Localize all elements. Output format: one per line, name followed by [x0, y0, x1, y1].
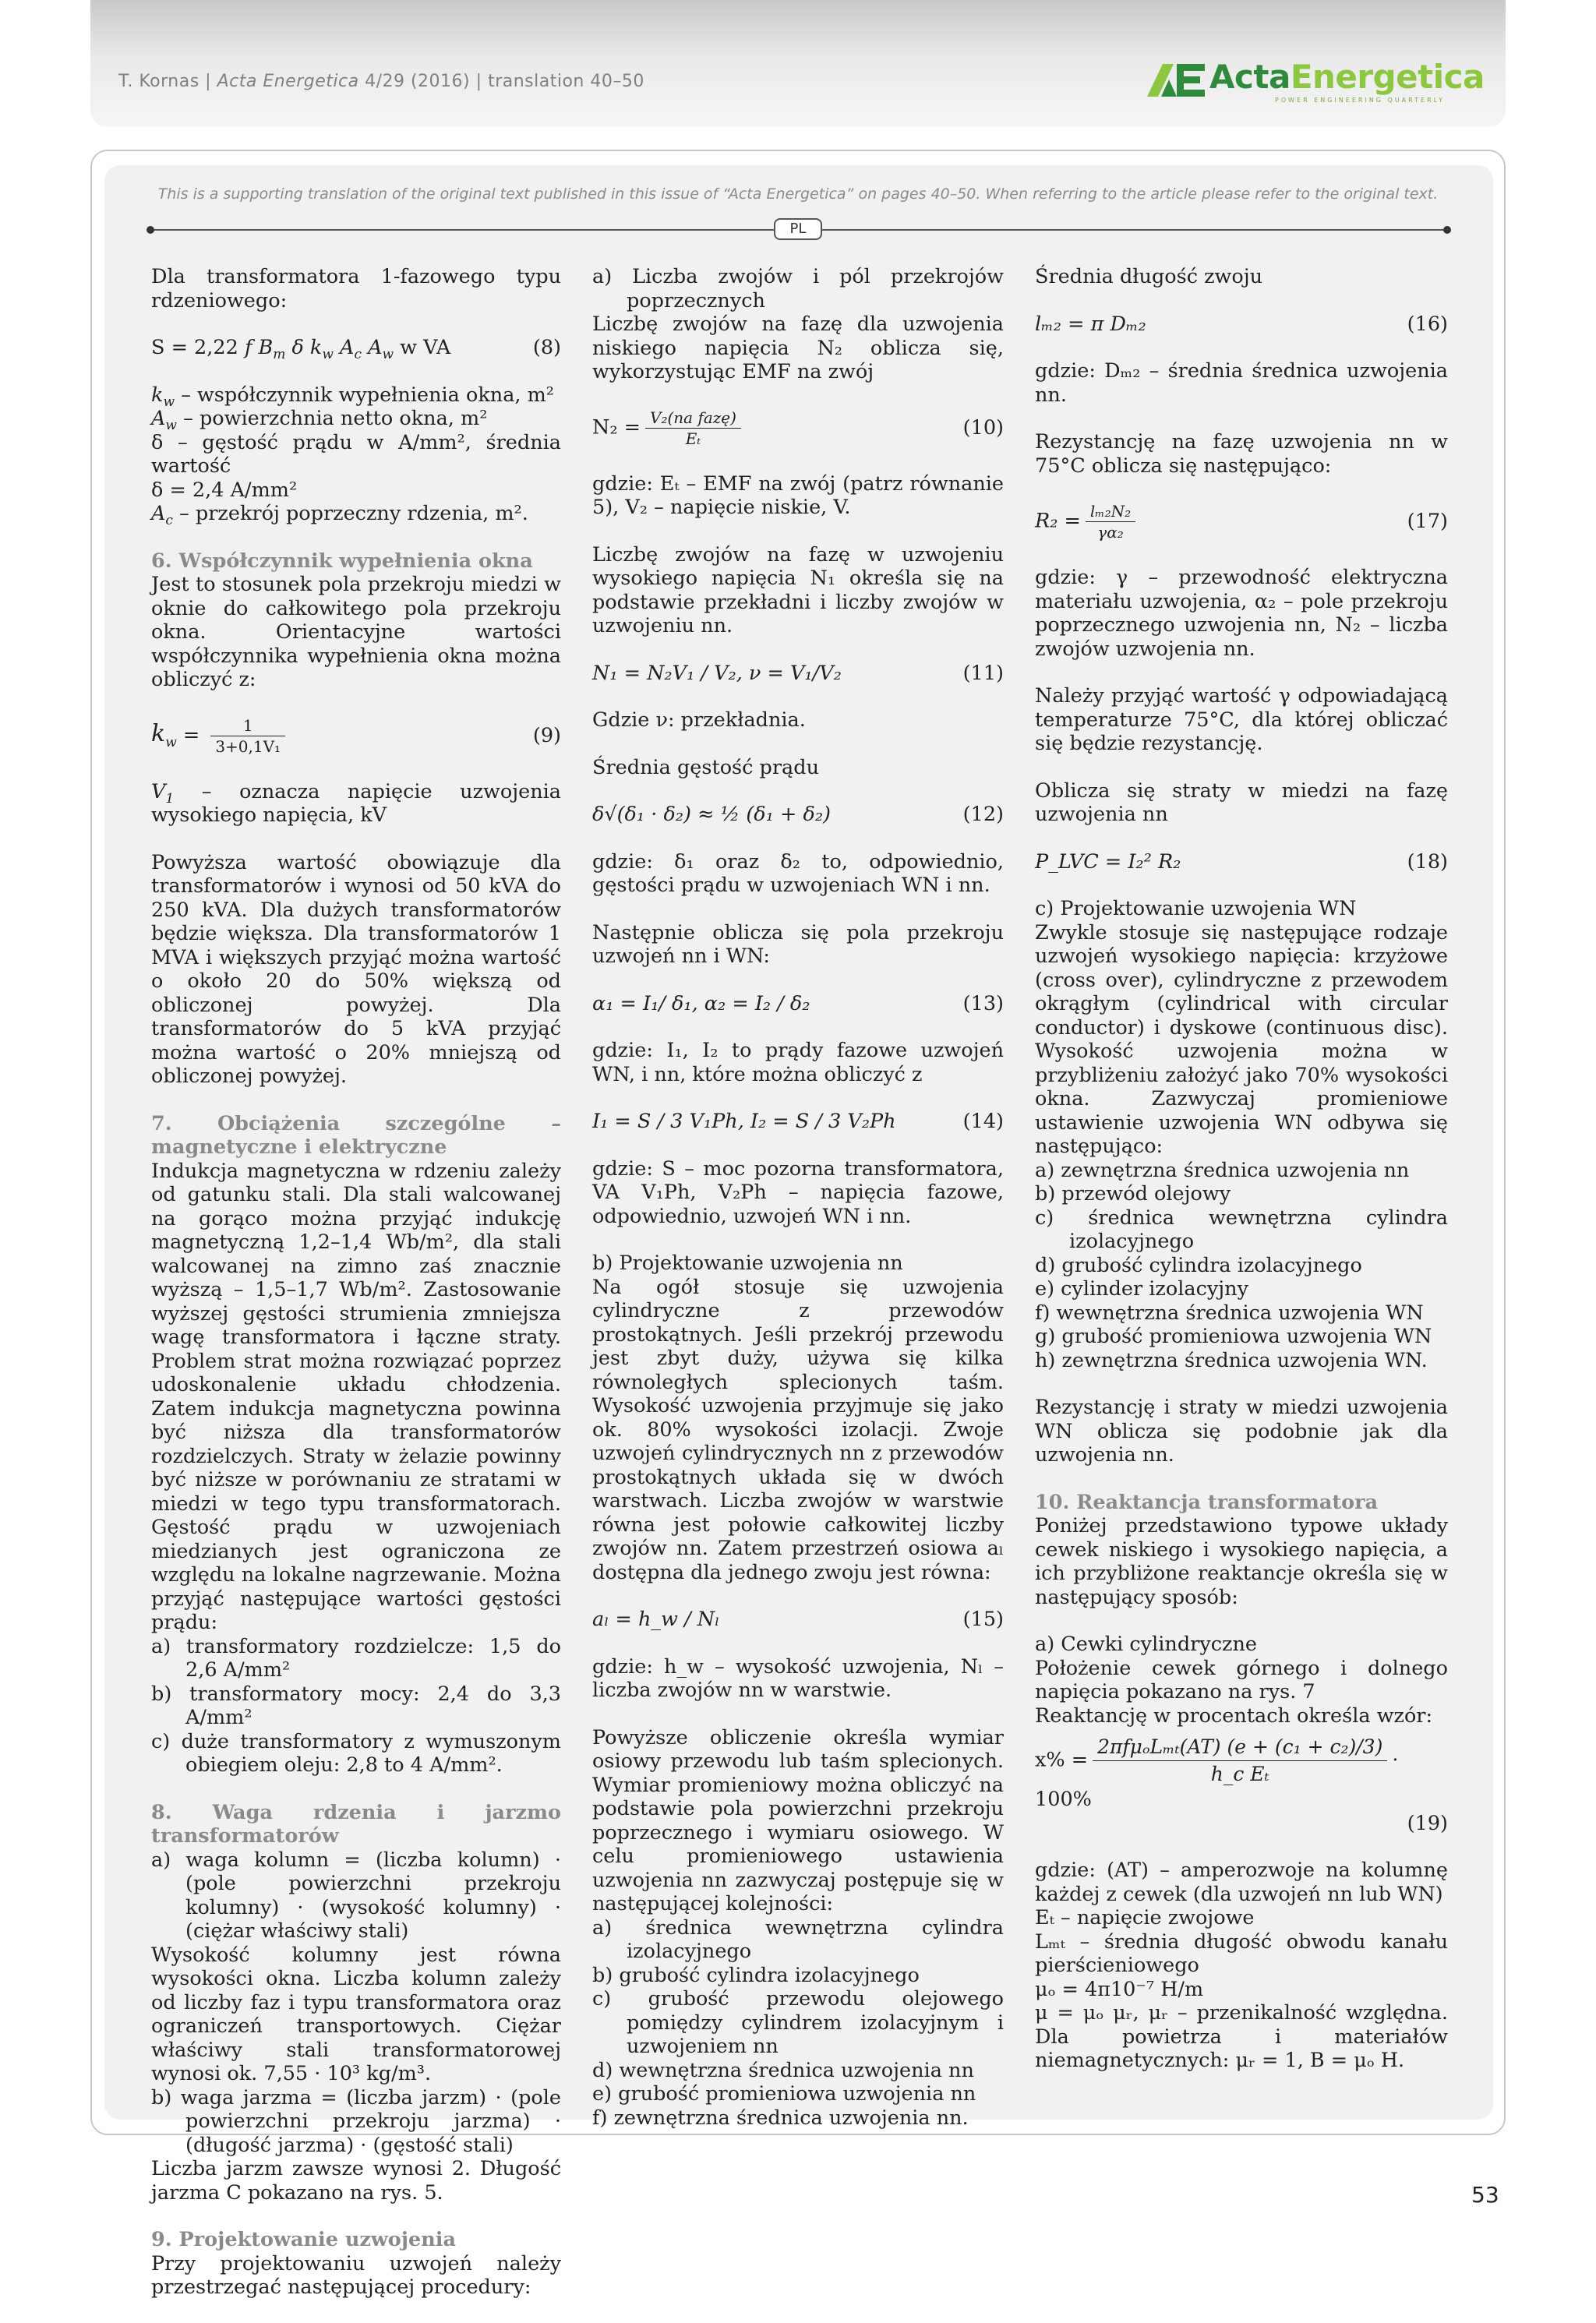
list-item: c) średnica wewnętrzna cylindra izolacyjnego — [1035, 1206, 1448, 1253]
section-heading: 9. Projektowanie uzwojenia — [151, 2228, 457, 2251]
logo-ae-icon — [1146, 62, 1206, 98]
equation-number: (17) — [1407, 510, 1448, 534]
section-heading: 8. Waga rdzenia i jarzmo transformatorów — [151, 1800, 561, 1848]
equation-number: (10) — [962, 415, 1004, 440]
paragraph: Powyższe obliczenie określa wymiar osiowy przewodu lub taśm splecionych. Wymiar promieniowy można obliczyć na podstawie pola powierzchni przekroju poprzecznego i wymiaru osiowego. W celu promieniowego ustawienia uzwojenia nn zazwyczaj postępuje się w następującej kolejności: — [592, 1725, 1004, 1915]
paragraph: Poniżej przedstawiono typowe układy cewek niskiego i wysokiego napięcia, a ich przybliżone reaktancje określa się w następujący sposób: — [1035, 1514, 1448, 1609]
separator: | — [475, 72, 482, 91]
equation-14: I₁ = S / 3 V₁Ph, I₂ = S / 3 V₂Ph (14) — [592, 1110, 1004, 1133]
equation-number: (9) — [532, 723, 561, 747]
running-head — [118, 72, 644, 91]
list-item: b) Projektowanie uzwojenia nn — [592, 1252, 903, 1275]
paragraph: Rezystancję i straty w miedzi uzwojenia WN oblicza się podobnie jak dla uzwojenia nn. — [1035, 1396, 1448, 1467]
list-item: d) wewnętrzna średnica uzwojenia nn — [592, 2058, 974, 2082]
section-heading: 6. Współczynnik wypełnienia okna — [151, 549, 533, 573]
list-item: c) Projektowanie uzwojenia WN — [1035, 897, 1357, 920]
translation-notice: This is a supporting translation of the original text published in this issue of “Acta Energetica” on pages 40–50. When referring to the article please refer to the original text. — [157, 185, 1439, 203]
equation-number: (8) — [532, 336, 561, 359]
paragraph: gdzie: Dₘ₂ – średnia średnica uzwojenia nn. — [1035, 359, 1448, 407]
paragraph: Następnie oblicza się pola przekroju uzwojeń nn i WN: — [592, 920, 1004, 968]
section-heading: 10. Reaktancja transformatora — [1035, 1490, 1379, 1514]
equation-10: N₂ = $\frac{\text{V₂(na fazę)}}{\text{Eₜ}}$ (10) — [592, 408, 1004, 448]
paragraph: Jest to stosunek pola przekroju miedzi w oknie do całkowitego pola przekroju okna. Orientacyjne wartości współczynnika wypełnienia okna można obliczyć z: — [151, 573, 561, 691]
list-item: b) grubość cylindra izolacyjnego — [592, 1963, 920, 1987]
author: T. Kornas — [118, 72, 200, 91]
list-item: b) transformatory mocy: 2,4 do 3,3 A/mm² — [151, 1682, 561, 1729]
list-item: f) wewnętrzna średnica uzwojenia WN — [1035, 1301, 1424, 1325]
paragraph: gdzie: (AT) – amperozwoje na kolumnę każdej z cewek (dla uzwojeń nn lub WN) — [1035, 1859, 1448, 1906]
section-heading: 7. Obciążenia szczególne – magnetyczne i elektryczne — [151, 1111, 561, 1159]
list-item: a) Cewki cylindryczne — [1035, 1633, 1257, 1656]
equation-number: (15) — [962, 1608, 1004, 1631]
paragraph: Lₘₜ – średnia długość obwodu kanału pierścieniowego — [1035, 1929, 1448, 1977]
separator: | — [205, 72, 212, 91]
paragraph: Eₜ – napięcie zwojowe — [1035, 1906, 1255, 1929]
list-item: a) waga kolumn = (liczba kolumn) · (pole powierzchni przekroju kolumny) · (wysokość kolumny) · (ciężar właściwy stali) — [151, 1848, 561, 1943]
paragraph: Zwykle stosuje się następujące rodzaje uzwojeń wysokiego napięcia: krzyżowe (cross over), cylindryczne z przewodem okrągłym (cylindrical with circular conductor) i dyskowe (continuous disc). Wysokość uzwojenia można w przybliżeniu założyć jako 70% wysokości okna. Zazwyczaj promieniowe ustawienie uzwojenia WN odbywa się następująco: — [1035, 920, 1448, 1158]
paragraph: gdzie: Eₜ – EMF na zwój (patrz równanie 5), V₂ – napięcie niskie, V. — [592, 471, 1004, 519]
paragraph: Oblicza się straty w miedzi na fazę uzwojenia nn — [1035, 778, 1448, 826]
list-item: e) cylinder izolacyjny — [1035, 1277, 1249, 1301]
logo-subtitle: POWER ENGINEERING QUARTERLY — [1275, 97, 1445, 104]
paragraph: Rezystancję na fazę uzwojenia nn w 75°C oblicza się następująco: — [1035, 430, 1448, 478]
paragraph: Średnia gęstość prądu — [592, 755, 819, 779]
equation-number: (11) — [962, 661, 1004, 685]
definition: $A_w$ – powierzchnia netto okna, m² — [151, 407, 488, 434]
definition: $A_c$ – przekrój poprzeczny rdzenia, m². — [151, 502, 528, 529]
paragraph: Liczbę zwojów na fazę w uzwojeniu wysokiego napięcia N₁ określa się na podstawie przekładni i liczby zwojów w uzwojeniu nn. — [592, 542, 1004, 637]
column-2 — [592, 265, 1004, 2130]
pages: translation 40–50 — [488, 72, 644, 91]
equation-16: lₘ₂ = π Dₘ₂ (16) — [1035, 312, 1448, 336]
paragraph: μₒ = 4π10⁻⁷ H/m — [1035, 1977, 1204, 2001]
paragraph: Gdzie ν: przekładnia. — [592, 708, 806, 732]
issue: 4/29 (2016) — [365, 72, 471, 91]
list-item: h) zewnętrzna średnica uzwojenia WN. — [1035, 1348, 1428, 1372]
rule-dot-left — [147, 226, 154, 234]
equation-number: (13) — [962, 991, 1004, 1015]
paragraph: gdzie: δ₁ oraz δ₂ to, odpowiednio, gęstości prądu w uzwojeniach WN i nn. — [592, 849, 1004, 897]
equation-11: N₁ = N₂V₁ / V₂, ν = V₁/V₂ (11) — [592, 661, 1004, 685]
definition: $k_w$ – współczynnik wypełnienia okna, m² — [151, 383, 555, 410]
paragraph: gdzie: h_w – wysokość uzwojenia, Nₗ – liczba zwojów nn w warstwie. — [592, 1654, 1004, 1702]
paragraph: Reaktancję w procentach określa wzór: — [1035, 1703, 1433, 1728]
paragraph: gdzie: S – moc pozorna transformatora, VA V₁Ph, V₂Ph – napięcia fazowe, odpowiednio, uzwojeń WN i nn. — [592, 1156, 1004, 1228]
equation-8: S = 2,22 f $B_m$ δ $k_w$ $A_c$ $A_w$ w VA (8) — [151, 336, 561, 363]
paragraph: μ = μₒ μᵣ, μᵣ – przenikalność względna. Dla powietrza i materiałów niemagnetycznych: μᵣ = 1, B = μₒ H. — [1035, 2001, 1448, 2072]
paragraph: Przy projektowaniu uzwojeń należy przestrzegać następującej procedury: — [151, 2251, 561, 2299]
equation-18: P_LVC = I₂² R₂ (18) — [1035, 849, 1448, 874]
paragraph: Wysokość kolumny jest równa wysokości okna. Liczba kolumn zależy od liczby faz i typu transformatora oraz ograniczeń transportowych. Ciężar właściwy stali transformatorowej wynosi ok. 7,55 · 10³ kg/m³. — [151, 1943, 561, 2085]
list-item: e) grubość promieniowa uzwojenia nn — [592, 2082, 976, 2106]
list-item: b) przewód olejowy — [1035, 1182, 1231, 1206]
paragraph: Indukcja magnetyczna w rdzeniu zależy od gatunku stali. Dla stali walcowanej na gorąco można przyjąć indukcję magnetyczną 1,2–1,4 Wb/m², dla stali walcowanej na zimno zaś znacznie wyższą – 1,5–1,7 Wb/m². Zastosowanie wyższej gęstości strumienia zmniejsza wagę transformatora i łączne straty. Problem strat można rozwiązać poprzez udoskonalenie układu chłodzenia. Zatem indukcja magnetyczna powinna być niższa dla transformatorów rozdzielczych. Straty w żelazie powinny być niższe w porównaniu ze stratami w miedzi w tego typu transformatorach. Gęstość prądu w uzwojeniach miedzianych jest ograniczona ze względu na lokalne nagrzewanie. Można przyjąć następujące wartości gęstości prądu: — [151, 1159, 561, 1634]
equation-number: (16) — [1407, 312, 1448, 336]
equation-13: α₁ = I₁/ δ₁, α₂ = I₂ / δ₂ (13) — [592, 991, 1004, 1015]
list-item: f) zewnętrzna średnica uzwojenia nn. — [592, 2106, 969, 2130]
list-item: g) grubość promieniowa uzwojenia WN — [1035, 1325, 1432, 1348]
list-item: a) transformatory rozdzielcze: 1,5 do 2,6 A/mm² — [151, 1634, 561, 1682]
equation-number: (19) — [1407, 1811, 1448, 1835]
logo-wordmark: ActaEnergetica — [1209, 58, 1485, 96]
equation-17: R₂ = $\frac{\text{lₘ₂N₂}}{\text{γα₂}}$ (17) — [1035, 502, 1448, 542]
paragraph: Dla transformatora 1-fazowego typu rdzeniowego: — [151, 265, 561, 312]
list-item: c) duże transformatory z wymuszonym obiegiem oleju: 2,8 to 4 A/mm². — [151, 1729, 561, 1777]
definition: δ – gęstość prądu w A/mm², średnia wartość — [151, 430, 561, 478]
list-item: b) waga jarzma = (liczba jarzm) · (pole powierzchni przekroju jarzma) · (długość jarzma) · (gęstość stali) — [151, 2085, 561, 2157]
equation-19: x% = $\frac{\text{2πfμₒLₘₜ(AT) (e + (c₁ + c₂)/3)}}{\text{h\_c Eₜ}}$ · 100% — [1035, 1735, 1399, 1811]
paragraph: gdzie: γ – przewodność elektryczna materiału uzwojenia, α₂ – pole przekroju poprzecznego uzwojenia nn, N₂ – liczba zwojów uzwojenia nn. — [1035, 566, 1448, 661]
list-item: a) Liczba zwojów i pól przekrojów poprzecznych — [592, 265, 1004, 312]
journal-logo — [1146, 58, 1485, 104]
page-header — [90, 0, 1506, 127]
equation-9: $k_w$ = $\frac{1}{\text{3+0,1V₁}}$ (9) — [151, 715, 561, 756]
equation-number: (14) — [962, 1110, 1004, 1133]
list-item: d) grubość cylindra izolacyjnego — [1035, 1253, 1362, 1277]
page-number: 53 — [1471, 2182, 1499, 2208]
paragraph: Należy przyjąć wartość γ odpowiadającą temperaturze 75°C, dla której obliczać się będzie rezystancję. — [1035, 684, 1448, 755]
equation-number: (18) — [1407, 849, 1448, 874]
paragraph: Średnia długość zwoju — [1035, 265, 1263, 288]
paragraph: gdzie: I₁, I₂ to prądy fazowe uzwojeń WN, i nn, które można obliczyć z — [592, 1039, 1004, 1086]
list-item: a) zewnętrzna średnica uzwojenia nn — [1035, 1158, 1410, 1182]
rule-dot-right — [1443, 226, 1451, 234]
paragraph: Na ogół stosuje się uzwojenia cylindryczne z przewodów prostokątnych. Jeśli przekrój przewodu jest zbyt duży, używa się kilka równoległych splecionych taśm. Wysokość uzwojenia przyjmuje się jako ok. 80% wysokości izolacji. Zwoje uzwojeń cylindrycznych nn z przewodów prostokątnych układa się w dwóch warstwach. Liczba zwojów w warstwie równa jest połowie całkowitej liczby zwojów nn. Zatem przestrzeń osiowa aₗ dostępna dla jednego zwoju jest równa: — [592, 1275, 1004, 1584]
definition: $V_1$ – oznacza napięcie uzwojenia wysokiego napięcia, kV — [151, 779, 561, 827]
language-badge: PL — [774, 218, 822, 240]
journal-name: Acta Energetica — [217, 72, 359, 91]
paragraph: Położenie cewek górnego i dolnego napięcia pokazano na rys. 7 — [1035, 1656, 1448, 1703]
list-item: a) średnica wewnętrzna cylindra izolacyjnego — [592, 1915, 1004, 1963]
equation-12: δ√(δ₁ · δ₂) ≈ ½ (δ₁ + δ₂) (12) — [592, 803, 1004, 826]
column-1 — [151, 265, 561, 2323]
definition: δ = 2,4 A/mm² — [151, 478, 298, 502]
paragraph: Liczbę zwojów na fazę dla uzwojenia niskiego napięcia N₂ oblicza się, wykorzystując EMF na zwój — [592, 312, 1004, 383]
column-3 — [1035, 265, 1448, 2073]
paragraph: Liczba jarzm zawsze wynosi 2. Długość jarzma C pokazano na rys. 5. — [151, 2157, 561, 2205]
list-item: c) grubość przewodu olejowego pomiędzy cylindrem izolacyjnym i uzwojeniem nn — [592, 1987, 1004, 2058]
equation-15: aₗ = h_w / Nₗ (15) — [592, 1608, 1004, 1631]
equation-number: (12) — [962, 803, 1004, 826]
paragraph: Powyższa wartość obowiązuje dla transformatorów i wynosi od 50 kVA do 250 kVA. Dla dużych transformatorów będzie większa. Dla transformatorów 1 MVA i większych przyjąć można wartość o około 20 do 50% większą od obliczonej powyżej. Dla transformatorów do 5 kVA przyjąć można wartość o 20% mniejszą od obliczonej powyżej. — [151, 850, 561, 1088]
